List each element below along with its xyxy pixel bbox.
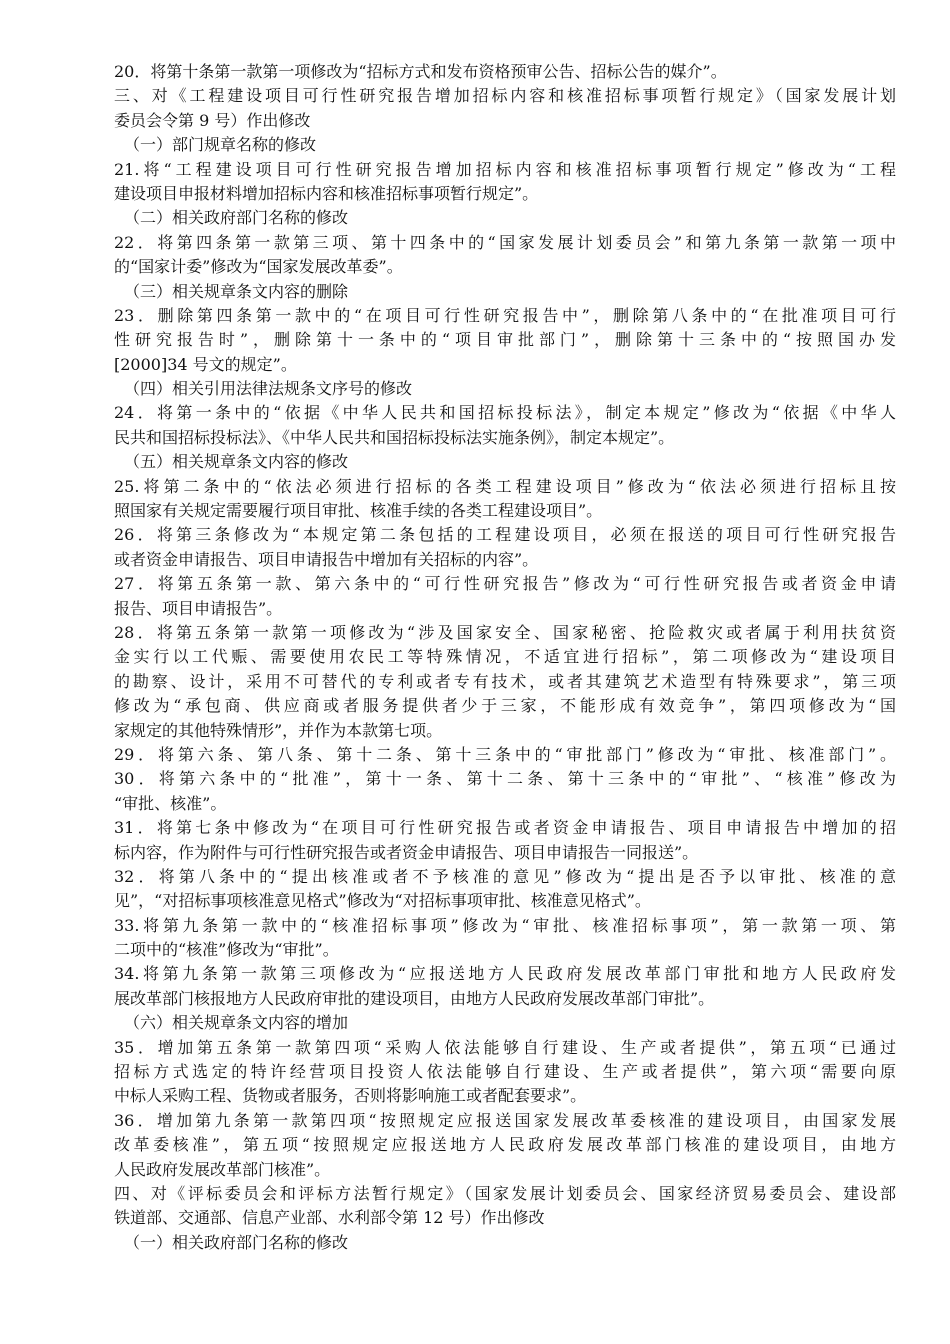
document-body — [114, 60, 896, 1255]
text-line: 34.将第九条第一款第三项修改为“应报送地方人民政府发展改革部门审批和地方人民政府发 — [114, 964, 896, 984]
text-line: 见”，“对招标事项核准意见格式”修改为“对招标事项审批、核准意见格式”。 — [114, 891, 651, 911]
text-line: 22．将第四条第一款第三项、第十四条中的“国家发展计划委员会”和第九条第一款第一项中 — [114, 232, 896, 252]
text-line: 33.将第九条第一款中的“核准招标事项”修改为“审批、核准招标事项”，第一款第一项、第 — [114, 915, 896, 935]
text-line: 民共和国招标投标法》、《中华人民共和国招标投标法实施条例》，制定本规定”。 — [114, 427, 675, 447]
text-line: 标内容，作为附件与可行性研究报告或者资金申请报告、项目申请报告一同报送”。 — [114, 842, 699, 862]
text-line: 30．将第六条中的“批准”，第十一条、第十二条、第十三条中的“审批”、“核准”修改为 — [114, 769, 896, 789]
text-line: 招标方式选定的特许经营项目投资人依法能够自行建设、生产或者提供”，第六项“需要向原 — [114, 1062, 896, 1082]
text-line: 25.将第二条中的“依法必须进行招标的各类工程建设项目”修改为“依法必须进行招标且按 — [114, 476, 896, 496]
text-line: 29．将第六条、第八条、第十二条、第十三条中的“审批部门”修改为“审批、核准部门”。 — [114, 744, 896, 764]
text-line: 四、对《评标委员会和评标方法暂行规定》（国家发展计划委员会、国家经济贸易委员会、建设部 — [114, 1183, 896, 1203]
text-line: 修改为“承包商、供应商或者服务提供者少于三家，不能形成有效竞争”，第四项修改为“国 — [114, 696, 896, 716]
text-line: 或者资金申请报告、项目申请报告中增加有关招标的内容”。 — [114, 549, 539, 569]
text-line: 21.将“工程建设项目可行性研究报告增加招标内容和核准招标事项暂行规定”修改为“工程 — [114, 159, 896, 179]
section-heading: （一）部门规章名称的修改 — [124, 135, 317, 155]
text-line: 金实行以工代赈、需要使用农民工等特殊情况，不适宜进行招标”，第二项修改为“建设项目 — [114, 647, 896, 667]
text-line: “审批、核准”。 — [114, 793, 227, 813]
text-line: 24．将第一条中的“依据《中华人民共和国招标投标法》，制定本规定”修改为“依据《中华人 — [114, 403, 896, 423]
text-line: 展改革部门核报地方人民政府审批的建设项目，由地方人民政府发展改革部门审批”。 — [114, 988, 715, 1008]
text-line: 铁道部、交通部、信息产业部、水利部令第 12 号）作出修改 — [114, 1208, 545, 1228]
text-line: 性研究报告时”，删除第十一条中的“项目审批部门”，删除第十三条中的“按照国办发 — [114, 330, 896, 350]
text-line: 31．将第七条中修改为“在项目可行性研究报告或者资金申请报告、项目申请报告中增加的招 — [114, 818, 896, 838]
text-line: 26．将第三条修改为“本规定第二条包括的工程建设项目，必须在报送的项目可行性研究报告 — [114, 525, 896, 545]
text-line: 委员会令第 9 号）作出修改 — [114, 110, 311, 130]
text-line: 家规定的其他特殊情形”，并作为本款第七项。 — [114, 720, 443, 740]
section-heading: （三）相关规章条文内容的删除 — [124, 281, 349, 301]
section-heading: （四）相关引用法律法规条文序号的修改 — [124, 379, 413, 399]
section-heading: （一）相关政府部门名称的修改 — [124, 1232, 349, 1252]
text-line: 35．增加第五条第一款第四项“采购人依法能够自行建设、生产或者提供”，第五项“已通过 — [114, 1037, 896, 1057]
section-heading: （二）相关政府部门名称的修改 — [124, 208, 349, 228]
text-line: 报告、项目申请报告”。 — [114, 598, 283, 618]
text-line: 23．删除第四条第一款中的“在项目可行性研究报告中”，删除第八条中的“在批准项目可行 — [114, 305, 896, 325]
text-line: 建设项目申报材料增加招标内容和核准招标事项暂行规定”。 — [114, 183, 539, 203]
text-line: 的“国家计委”修改为“国家发展改革委”。 — [114, 257, 403, 277]
section-heading: （六）相关规章条文内容的增加 — [124, 1013, 349, 1033]
text-line: 三、对《工程建设项目可行性研究报告增加招标内容和核准招标事项暂行规定》（国家发展计划 — [114, 86, 896, 106]
text-line: 32．将第八条中的“提出核准或者不予核准的意见”修改为“提出是否予以审批、核准的意 — [114, 866, 896, 886]
text-line: 照国家有关规定需要履行项目审批、核准手续的各类工程建设项目”。 — [114, 501, 603, 521]
text-line: 27．将第五条第一款、第六条中的“可行性研究报告”修改为“可行性研究报告或者资金申请 — [114, 574, 896, 594]
text-line: 36．增加第九条第一款第四项“按照规定应报送国家发展改革委核准的建设项目，由国家发展 — [114, 1110, 896, 1130]
text-line: 改革委核准”，第五项“按照规定应报送地方人民政府发展改革部门核准的建设项目，由地方 — [114, 1135, 896, 1155]
text-line: 中标人采购工程、货物或者服务，否则将影响施工或者配套要求”。 — [114, 1086, 587, 1106]
text-line: 28．将第五条第一款第一项修改为“涉及国家安全、国家秘密、抢险救灾或者属于利用扶贫资 — [114, 622, 896, 642]
section-heading: （五）相关规章条文内容的修改 — [124, 452, 349, 472]
text-line: 20．将第十条第一款第一项修改为“招标方式和发布资格预审公告、招标公告的媒介”。 — [114, 62, 727, 81]
text-line: 人民政府发展改革部门核准”。 — [114, 1159, 331, 1179]
text-line: [2000]34 号文的规定”。 — [114, 354, 297, 374]
text-line: 的勘察、设计，采用不可替代的专利或者专有技术，或者其建筑艺术造型有特殊要求”，第三项 — [114, 671, 896, 691]
text-line: 二项中的“核准”修改为“审批”。 — [114, 940, 339, 960]
